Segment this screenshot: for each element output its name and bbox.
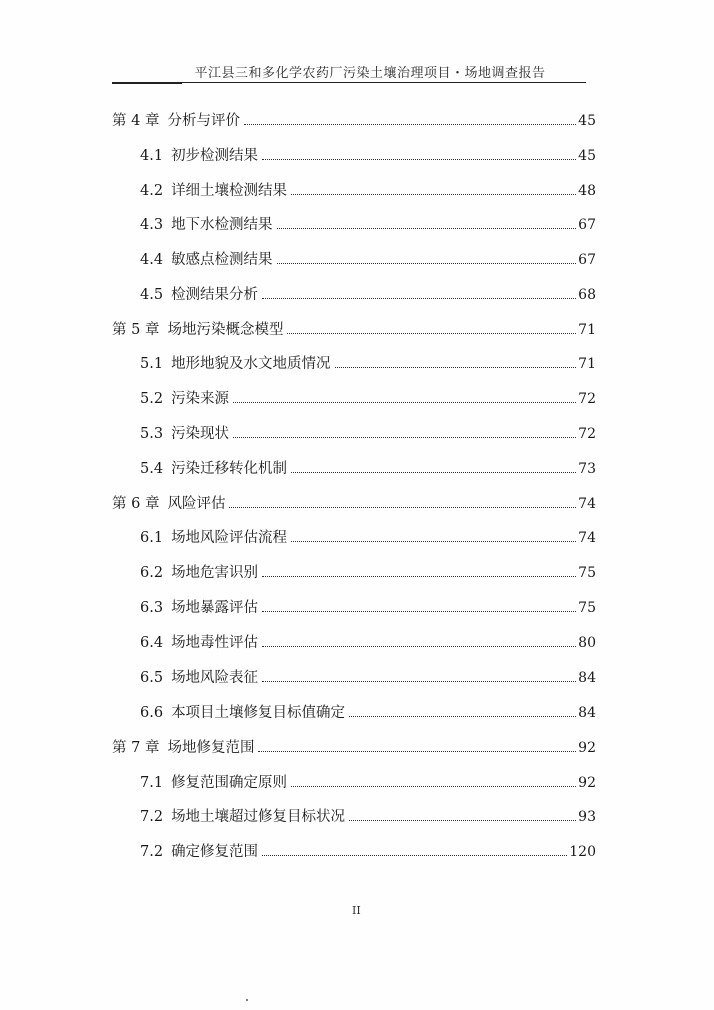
toc-dot-leader <box>335 367 577 368</box>
toc-section-entry[interactable] <box>140 417 596 441</box>
toc-entry-title: 场地风险表征 <box>171 669 259 686</box>
toc-entry-number: 4.1 <box>140 147 164 164</box>
toc-entry-number: 7.2 <box>140 808 164 825</box>
toc-entry-title: 污染迁移转化机制 <box>171 460 288 477</box>
toc-section-entry[interactable] <box>140 208 596 232</box>
toc-entry-page: 45 <box>578 113 596 129</box>
toc-entry-page: 75 <box>578 600 596 616</box>
toc-chapter-entry[interactable] <box>112 731 596 755</box>
toc-entry-title: 污染来源 <box>171 390 230 407</box>
toc-entry-page: 73 <box>578 461 596 477</box>
toc-dot-leader <box>244 124 576 125</box>
toc-entry-number: 4.2 <box>140 182 164 199</box>
toc-dot-leader <box>262 855 567 856</box>
toc-entry-page: 75 <box>578 565 596 581</box>
toc-entry-number: 4.5 <box>140 286 164 303</box>
page-number: II <box>352 904 361 917</box>
toc-entry-number: 6.4 <box>140 634 164 651</box>
toc-entry-page: 80 <box>578 635 596 651</box>
toc-entry-number: 7.1 <box>140 774 164 791</box>
toc-entry-number: 6.2 <box>140 564 164 581</box>
toc-dot-leader <box>277 263 577 264</box>
toc-entry-page: 67 <box>578 217 596 233</box>
toc-dot-leader <box>262 576 576 577</box>
toc-entry-number: 第 6 章 <box>112 495 160 512</box>
toc-chapter-entry[interactable] <box>112 104 596 128</box>
toc-entry-title: 污染现状 <box>171 425 230 442</box>
toc-entry-number: 第 4 章 <box>112 112 160 129</box>
toc-entry-title: 检测结果分析 <box>171 286 259 303</box>
toc-dot-leader <box>287 333 576 334</box>
toc-dot-leader <box>277 228 577 229</box>
scan-speck <box>246 999 248 1001</box>
toc-dot-leader <box>233 437 576 438</box>
toc-dot-leader <box>262 681 576 682</box>
toc-entry-title: 分析与评价 <box>167 112 240 129</box>
toc-entry-number: 4.4 <box>140 251 164 268</box>
running-header: 平江县三和多化学农药厂污染土壤治理项目・场地调查报告 <box>194 66 546 81</box>
toc-entry-title: 确定修复范围 <box>171 843 259 860</box>
toc-section-entry[interactable] <box>140 835 596 859</box>
toc-entry-title: 修复范围确定原则 <box>171 774 288 791</box>
toc-entry-title: 场地暴露评估 <box>171 599 259 616</box>
toc-dot-leader <box>291 541 576 542</box>
toc-entry-page: 84 <box>578 670 596 686</box>
toc-entry-title: 风险评估 <box>167 495 226 512</box>
toc-entry-number: 第 7 章 <box>112 739 160 756</box>
toc-chapter-entry[interactable] <box>112 313 596 337</box>
toc-entry-number: 6.6 <box>140 704 164 721</box>
toc-dot-leader <box>229 507 576 508</box>
toc-entry-page: 48 <box>578 183 596 199</box>
toc-section-entry[interactable] <box>140 278 596 302</box>
toc-dot-leader <box>291 472 576 473</box>
toc-entry-number: 6.5 <box>140 669 164 686</box>
toc-section-entry[interactable] <box>140 556 596 580</box>
toc-section-entry[interactable] <box>140 696 596 720</box>
toc-dot-leader <box>262 611 576 612</box>
toc-entry-page: 45 <box>578 148 596 164</box>
toc-entry-page: 92 <box>578 740 596 756</box>
header-rule <box>112 82 586 83</box>
toc-entry-page: 72 <box>578 426 596 442</box>
toc-entry-page: 72 <box>578 391 596 407</box>
toc-entry-page: 92 <box>578 775 596 791</box>
toc-entry-number: 5.3 <box>140 425 164 442</box>
toc-section-entry[interactable] <box>140 139 596 163</box>
toc-entry-page: 84 <box>578 705 596 721</box>
toc-section-entry[interactable] <box>140 626 596 650</box>
toc-section-entry[interactable] <box>140 347 596 371</box>
toc-section-entry[interactable] <box>140 382 596 406</box>
toc-section-entry[interactable] <box>140 174 596 198</box>
toc-dot-leader <box>262 298 576 299</box>
toc-dot-leader <box>258 751 576 752</box>
toc-section-entry[interactable] <box>140 661 596 685</box>
toc-dot-leader <box>262 159 576 160</box>
toc-entry-number: 5.2 <box>140 390 164 407</box>
toc-dot-leader <box>291 786 576 787</box>
toc-entry-page: 93 <box>578 809 596 825</box>
toc-entry-title: 本项目土壤修复目标值确定 <box>171 704 346 721</box>
toc-chapter-entry[interactable] <box>112 487 596 511</box>
toc-entry-title: 地形地貌及水文地质情况 <box>171 355 331 372</box>
toc-entry-title: 场地危害识别 <box>171 564 259 581</box>
toc-entry-page: 68 <box>578 287 596 303</box>
toc-entry-page: 71 <box>578 322 596 338</box>
toc-dot-leader <box>349 820 576 821</box>
toc-section-entry[interactable] <box>140 800 596 824</box>
toc-entry-page: 120 <box>569 844 596 860</box>
toc-entry-page: 71 <box>578 356 596 372</box>
toc-entry-title: 场地污染概念模型 <box>167 321 284 338</box>
toc-entry-title: 详细土壤检测结果 <box>171 182 288 199</box>
toc-entry-page: 67 <box>578 252 596 268</box>
toc-dot-leader <box>233 402 576 403</box>
toc-entry-number: 6.3 <box>140 599 164 616</box>
toc-section-entry[interactable] <box>140 243 596 267</box>
toc-entry-title: 场地修复范围 <box>167 739 255 756</box>
toc-dot-leader <box>349 716 576 717</box>
toc-entry-title: 初步检测结果 <box>171 147 259 164</box>
toc-entry-title: 地下水检测结果 <box>171 216 273 233</box>
toc-entry-number: 第 5 章 <box>112 321 160 338</box>
toc-section-entry[interactable] <box>140 766 596 790</box>
toc-dot-leader <box>262 646 576 647</box>
toc-entry-number: 6.1 <box>140 529 164 546</box>
toc-entry-title: 场地土壤超过修复目标状况 <box>171 808 346 825</box>
toc-entry-page: 74 <box>578 496 596 512</box>
toc-entry-number: 5.1 <box>140 355 164 372</box>
toc-entry-title: 场地风险评估流程 <box>171 529 288 546</box>
toc-entry-page: 74 <box>578 530 596 546</box>
toc-section-entry[interactable] <box>140 452 596 476</box>
header-rule-accent <box>112 82 182 84</box>
toc-entry-number: 5.4 <box>140 460 164 477</box>
toc-section-entry[interactable] <box>140 521 596 545</box>
toc-dot-leader <box>291 194 576 195</box>
toc-section-entry[interactable] <box>140 591 596 615</box>
toc-entry-number: 4.3 <box>140 216 164 233</box>
toc-entry-title: 敏感点检测结果 <box>171 251 273 268</box>
toc-entry-number: 7.2 <box>140 843 164 860</box>
toc-entry-title: 场地毒性评估 <box>171 634 259 651</box>
